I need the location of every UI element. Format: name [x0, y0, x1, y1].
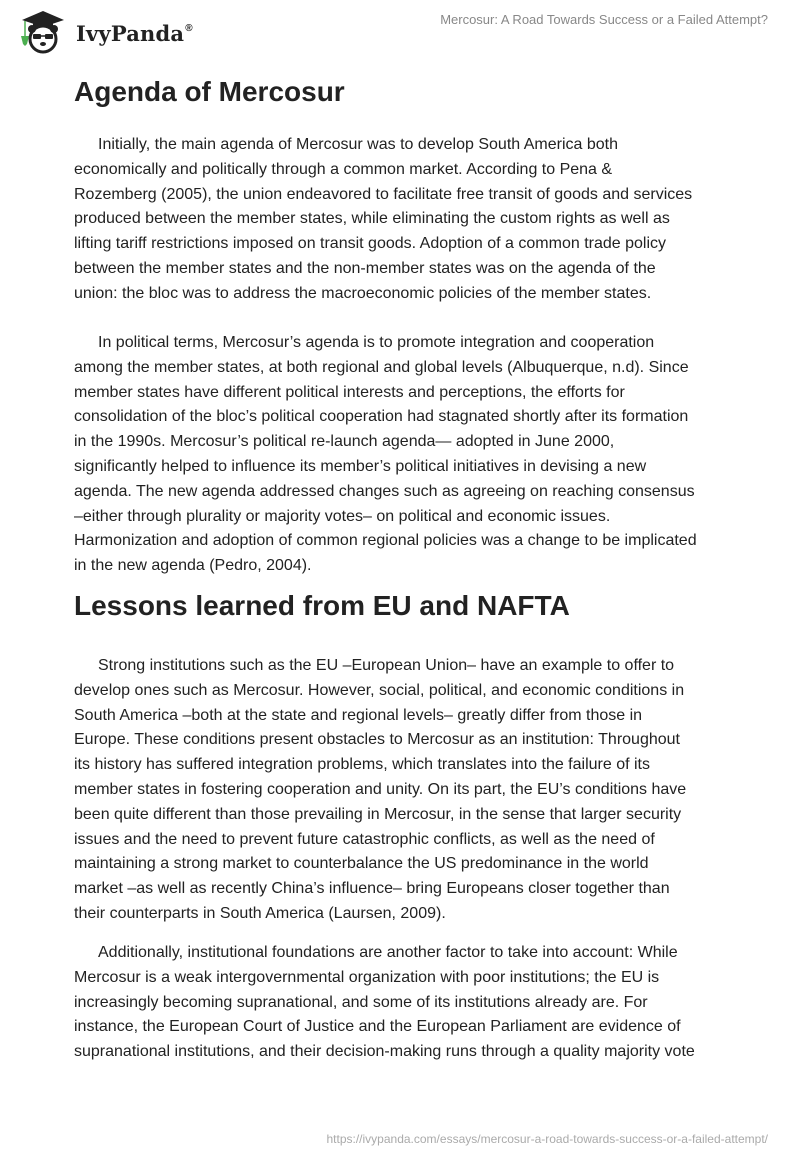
- text-line: between the member states and the non-member states was on the agenda of the: [74, 259, 656, 277]
- panda-graduate-icon: [16, 8, 70, 54]
- paragraph: [74, 654, 686, 927]
- text-line: among the member states, at both regional and global levels (Albuquerque, n.d). Since: [74, 358, 689, 376]
- text-line: Mercosur is a weak intergovernmental organization with poor institutions; the EU is: [74, 968, 660, 986]
- text-line: lifting tariff restrictions imposed on transit goods. Adoption of a common trade policy: [74, 235, 667, 253]
- text-line: been quite different than those prevailing in Mercosur, in the sense that larger security: [74, 805, 682, 823]
- text-line: in the 1990s. Mercosur’s political re-launch agenda— adopted in June 2000,: [74, 433, 615, 451]
- text-line: consolidation of the bloc’s political cooperation had stagnated shortly after its formation: [74, 408, 689, 426]
- registered-mark: ®: [185, 22, 193, 34]
- text-line: develop ones such as Mercosur. However, social, political, and economic conditions in: [74, 681, 685, 699]
- text-line: South America –both at the state and regional levels– greatly differ from those in: [74, 706, 643, 724]
- paragraph: [74, 941, 695, 1065]
- source-url[interactable]: https://ivypanda.com/essays/mercosur-a-road-towards-success-or-a-failed-attempt/: [326, 1132, 768, 1146]
- section-heading-lessons: Lessons learned from EU and NAFTA: [74, 590, 570, 621]
- text-line: supranational institutions, and their decision-making runs through a quality majority vote: [74, 1043, 695, 1061]
- paragraph: [74, 331, 697, 579]
- text-line: their counterparts in South America (Laursen, 2009).: [74, 904, 446, 922]
- text-line: its history has suffered integration problems, which translates into the failure of its: [74, 756, 650, 774]
- text-line: Initially, the main agenda of Mercosur was to develop South America both: [98, 136, 618, 153]
- paragraph: [74, 133, 692, 307]
- text-line: In political terms, Mercosur’s agenda is to promote integration and cooperation: [98, 334, 655, 351]
- text-line: Harmonization and adoption of common regional policies was a change to be implicated: [74, 532, 697, 550]
- logo-text: IvyPanda: [76, 20, 185, 46]
- text-line: Strong institutions such as the EU –European Union– have an example to offer to: [98, 657, 675, 674]
- text-line: produced between the member states, while eliminating the custom rights as well as: [74, 210, 670, 228]
- text-line: member states have different political interests and perceptions, the efforts for: [74, 383, 625, 401]
- text-line: economically and politically through a common market. According to Pena &: [74, 160, 613, 178]
- text-line: union: the bloc was to address the macroeconomic policies of the member states.: [74, 284, 652, 302]
- section-heading-agenda: Agenda of Mercosur: [74, 76, 345, 107]
- ivypanda-logo[interactable]: [16, 8, 193, 54]
- text-line: significantly helped to influence its member’s political initiatives in devising a new: [74, 457, 647, 475]
- text-line: Additionally, institutional foundations are another factor to take into account: While: [98, 944, 678, 961]
- text-line: Europe. These conditions present obstacles to Mercosur as an institution: Throughout: [74, 731, 680, 749]
- text-line: in the new agenda (Pedro, 2004).: [74, 557, 312, 575]
- text-line: increasingly becoming supranational, and some of its institutions already are. For: [74, 993, 648, 1011]
- text-line: issues and the need to prevent future catastrophic conflicts, as well as the need of: [74, 830, 655, 848]
- page-header: [0, 0, 800, 62]
- text-line: maintaining a strong market to counterbalance the US predominance in the world: [74, 855, 649, 873]
- text-line: Rozemberg (2005), the union endeavored to facilitate free transit of goods and services: [74, 185, 693, 203]
- text-line: market –as well as recently China’s influence– bring Europeans closer together than: [74, 880, 670, 898]
- logo-wordmark: [76, 21, 193, 46]
- text-line: –either through plurality or majority votes– on political and economic issues.: [74, 507, 611, 525]
- document-title: Mercosur: A Road Towards Success or a Failed Attempt?: [440, 12, 768, 27]
- text-line: instance, the European Court of Justice and the European Parliament are evidence of: [74, 1018, 681, 1036]
- text-line: agenda. The new agenda addressed changes such as agreeing on reaching consensus: [74, 482, 695, 500]
- text-line: member states in fostering cooperation and unity. On its part, the EU’s conditions have: [74, 780, 687, 798]
